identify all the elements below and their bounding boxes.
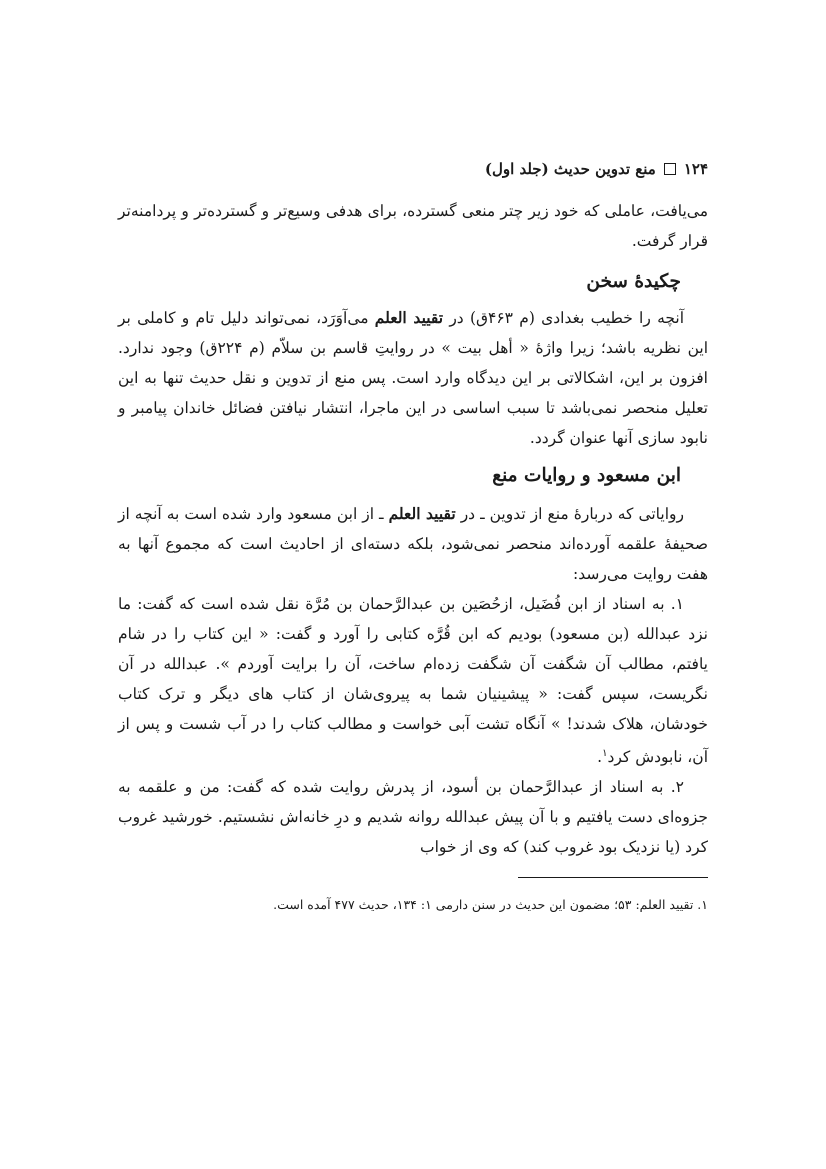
summary-text-part-2: می‌آوَرَد، نمی‌تواند دلیل تام و کاملی بر این نظریه باشد؛ زیرا واژۀ « أهل بیت » در روایتِ قاسم بن سلاّم (م ۲۲۴ق) وجود ندارد. افزون بر این، اشکالاتی بر این دیدگاه وارد است. پس منع از تدوین و نقل حدیث تنها به این تعلیل منحصر نمی‌باشد تا سبب اساسی در این ماجرا، انتشار نیافتن فضائل خاندان پیامبر و نابود سازی آنها عنوان گردد. [118,309,708,447]
running-header [118,160,708,178]
section-heading-ibn-masud: ابن مسعود و روایات منع [492,465,681,486]
intro-text: می‌یافت، عاملی که خود زیر چتر منعی گسترده، برای هدفی وسیع‌تر و گسترده‌تر و پردامنه‌تر قرار گرفت. [118,202,708,250]
summary-text [118,303,708,453]
summary-paragraph [118,303,708,453]
ibn-masud-intro-part-1: روایاتی که دربارۀ منع از تدوین ـ در [455,505,684,523]
page-number: ۱۲۴ [683,160,708,178]
book-name-bold-2: تقیید العلم [388,504,456,523]
narration-2: ۲. به اسناد از عبدالرَّحمان بن أسود، از پدرش روایت شده که گفت: من و علقمه به جزوه‌ای دست یافتیم و با آن پیش عبدالله روانه شدیم و درِ خانه‌اش نشستیم. خورشید غروب کرد (یا نزدیک بود غروب کند) که وی از خواب [118,778,708,857]
intro-paragraph [118,196,708,256]
narration-1-text: ۱. به اسناد از ابن فُضَیل، ازحُصَین بن عبدالرَّحمان بن مُرَّة نقل شده است که گفت: ما نزد عبدالله (بن مسعود) بودیم که ابن قُرَّه کتابی را آورد و گفت: « این کتاب را در شام یافتم، مطالب آن شگفت آن شگفت زده‌ام ساخت، آن را برایت آوردم ». عبدالله در آن نگریست، سپس گفت: « پیشینیان شما به پیروی‌شان از کتاب های دیگر و ترک کتاب خودشان، هلاک شدند! » آنگاه تشت آبی خواست و مطالب کتاب را در آب شست و پس از آن، نابودش کرد [118,595,708,767]
summary-text-part-1: آنچه را خطیب بغدادی (م ۴۶۳ق) در [443,309,685,327]
narration-1: ۱. به اسناد از ابن فُضَیل، ازحُصَین بن عبدالرَّحمان بن مُرَّة نقل شده است که گفت: ما نزد عبدالله (بن مسعود) بودیم که ابن قُرَّه کتابی را آورد و گفت: « این کتاب را در شام یافتم، مطالب آن شگفت آن شگفت زده‌ام ساخت، آن را برایت آوردم ». عبدالله در آن نگریست، سپس گفت: « پیشینیان شما به پیروی‌شان از کتاب های دیگر و ترک کتاب خودشان، هلاک شدند! » آنگاه تشت آبی خواست و مطالب کتاب را در آب شست و پس از آن، نابودش کرد$^۱$. [118,595,708,767]
ibn-masud-intro-part-2: ـ از ابن مسعود وارد شده است به آنچه از صحیفۀ علقمه آورده‌اند منحصر نمی‌شود، بلکه دسته‌ای از احادیث است که مجموع آنها به هفت روایت می‌رسد: [118,505,708,583]
book-title: منع تدوین حدیث (جلد اول) [484,160,656,178]
footnote: ۱. تقیید العلم: ۵۳؛ مضمون این حدیث در سنن دارمی ۱: ۱۳۴، حدیث ۴۷۷ آمده است. [273,897,708,912]
ibn-masud-intro [118,499,708,589]
ibn-masud-body [118,499,708,862]
footnote-ref-1[interactable]: ۱ [602,748,608,759]
square-ornament-icon [664,163,676,175]
book-name-bold: تقیید العلم [374,308,444,327]
section-heading-summary: چکیدۀ سخن [586,271,681,292]
footnote-divider [518,877,708,878]
